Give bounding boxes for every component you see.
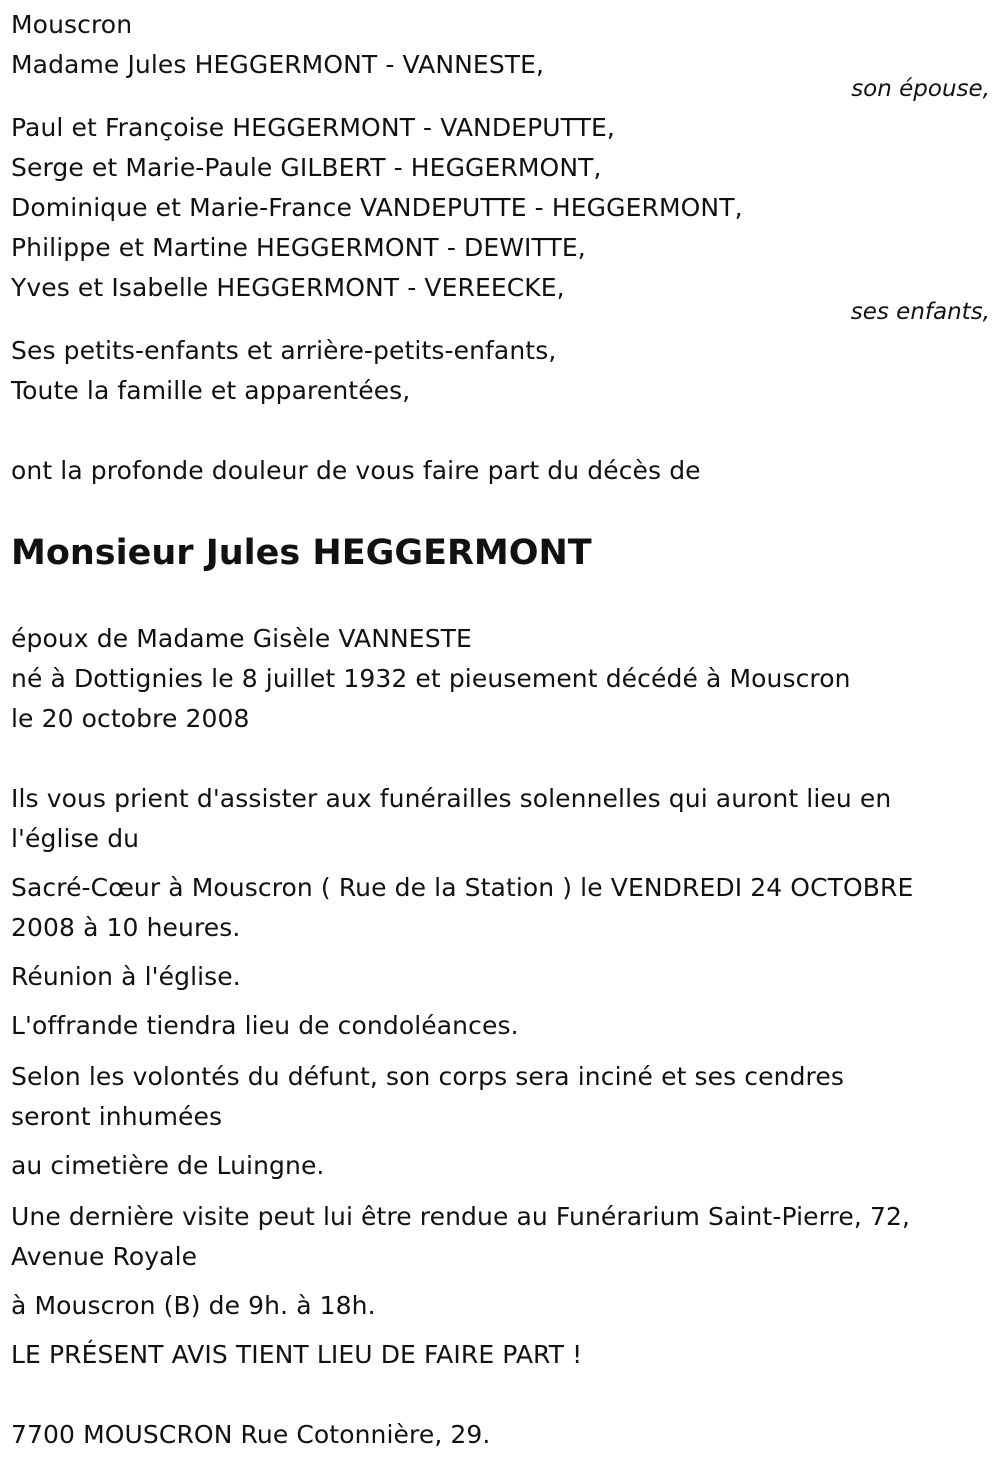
address-line: 7700 MOUSCRON Rue Cotonnière, 29. — [11, 1420, 491, 1449]
detail-line: époux de Madame Gisèle VANNESTE — [11, 624, 472, 653]
funeral-line: l'église du — [11, 824, 140, 853]
child-line: Philippe et Martine HEGGERMONT - DEWITTE, — [11, 233, 586, 262]
deceased-name: Monsieur Jules HEGGERMONT — [11, 533, 592, 573]
funeral-line: LE PRÉSENT AVIS TIENT LIEU DE FAIRE PART ! — [11, 1340, 583, 1369]
children-role: ses enfants, — [850, 299, 990, 325]
obituary-notice — [11, 0, 990, 1469]
family-line: Ses petits-enfants et arrière-petits-enfants, — [11, 336, 557, 365]
detail-line: le 20 octobre 2008 — [11, 704, 250, 733]
funeral-line: Selon les volontés du défunt, son corps sera inciné et ses cendres — [11, 1062, 844, 1091]
funeral-line: Réunion à l'église. — [11, 962, 241, 991]
announcement-text: ont la profonde douleur de vous faire part du décès de — [11, 456, 701, 485]
city-heading: Mouscron — [11, 10, 133, 39]
funeral-line: Avenue Royale — [11, 1242, 198, 1271]
child-line: Serge et Marie-Paule GILBERT - HEGGERMONT, — [11, 153, 602, 182]
funeral-line: à Mouscron (B) de 9h. à 18h. — [11, 1291, 376, 1320]
funeral-line: Ils vous prient d'assister aux funérailles solennelles qui auront lieu en — [11, 784, 892, 813]
child-line: Yves et Isabelle HEGGERMONT - VEREECKE, — [11, 273, 565, 302]
child-line: Paul et Françoise HEGGERMONT - VANDEPUTTE, — [11, 113, 615, 142]
family-line: Toute la famille et apparentées, — [11, 376, 411, 405]
spouse-name: Madame Jules HEGGERMONT - VANNESTE, — [11, 50, 545, 79]
funeral-line: Une dernière visite peut lui être rendue au Funérarium Saint-Pierre, 72, — [11, 1202, 911, 1231]
child-line: Dominique et Marie-France VANDEPUTTE - HEGGERMONT, — [11, 193, 743, 222]
funeral-line: Sacré-Cœur à Mouscron ( Rue de la Station ) le VENDREDI 24 OCTOBRE — [11, 873, 914, 902]
funeral-line: 2008 à 10 heures. — [11, 913, 241, 942]
spouse-role: son épouse, — [851, 76, 990, 102]
funeral-line: seront inhumées — [11, 1102, 223, 1131]
funeral-line: au cimetière de Luingne. — [11, 1151, 325, 1180]
funeral-line: L'offrande tiendra lieu de condoléances. — [11, 1011, 519, 1040]
detail-line: né à Dottignies le 8 juillet 1932 et pieusement décédé à Mouscron — [11, 664, 851, 693]
